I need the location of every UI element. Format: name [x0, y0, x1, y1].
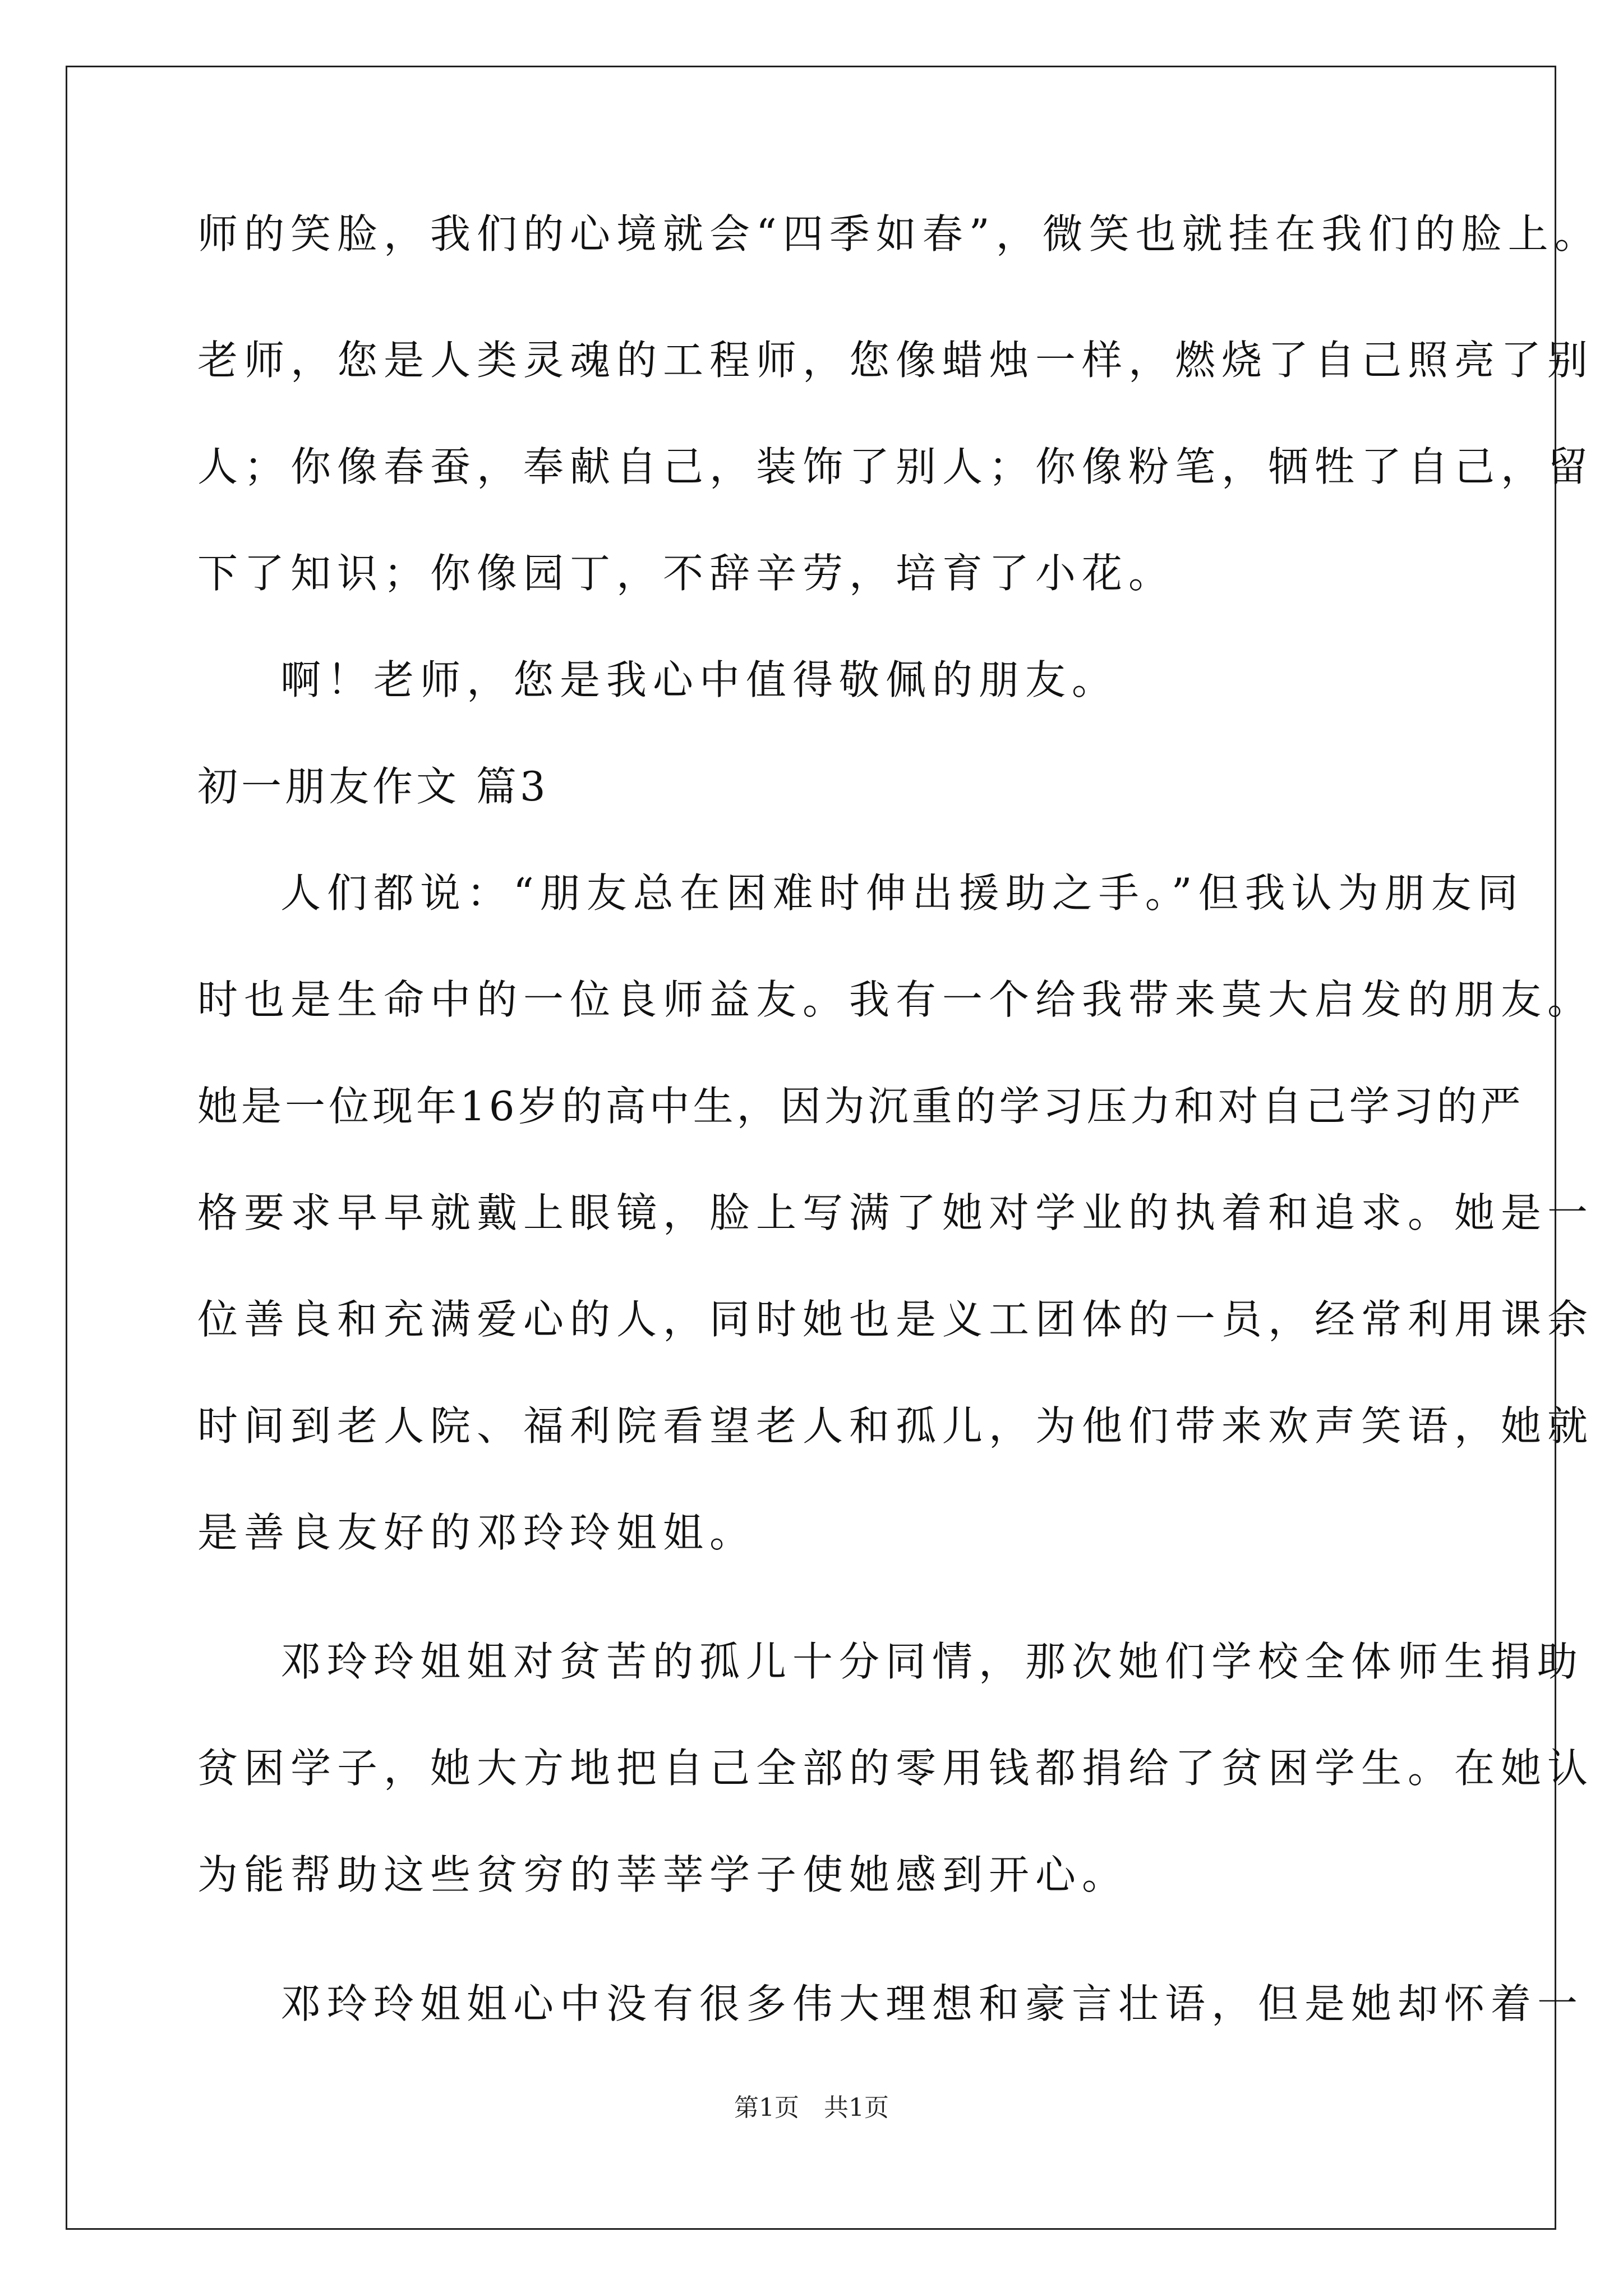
- text-line: 师的笑脸，我们的心境就会“四季如春”，微笑也就挂在我们的脸上。: [197, 210, 1601, 257]
- page-footer: 第1页 共1页: [734, 2093, 889, 2122]
- text-line: 她是一位现年16岁的高中生，因为沉重的学习压力和对自己学习的严: [197, 1083, 1524, 1130]
- page-border: [66, 66, 1556, 2230]
- text-line: 格要求早早就戴上眼镜，脸上写满了她对学业的执着和追求。她是一: [197, 1189, 1594, 1236]
- text-line: 邓玲玲姐姐对贫苦的孤儿十分同情，那次她们学校全体师生捐助: [280, 1638, 1584, 1685]
- text-line: 下了知识；你像园丁，不辞辛劳，培育了小花。: [197, 550, 1175, 597]
- text-line: 人们都说：“朋友总在困难时伸出援助之手。”但我认为朋友同: [280, 869, 1524, 917]
- text-line: 人；你像春蚕，奉献自己，装饰了别人；你像粉笔，牺牲了自己，留: [197, 443, 1594, 490]
- text-line: 时也是生命中的一位良师益友。我有一个给我带来莫大启发的朋友。: [197, 976, 1594, 1023]
- text-line: 贫困学子，她大方地把自己全部的零用钱都捐给了贫困学生。在她认: [197, 1745, 1594, 1792]
- text-line: 邓玲玲姐姐心中没有很多伟大理想和豪言壮语，但是她却怀着一: [280, 1980, 1584, 2027]
- text-line: 位善良和充满爱心的人，同时她也是义工团体的一员，经常利用课余: [197, 1296, 1594, 1343]
- text-line: 是善良友好的邓玲玲姐姐。: [197, 1509, 757, 1556]
- text-line: 时间到老人院、福利院看望老人和孤儿，为他们带来欢声笑语，她就: [197, 1402, 1594, 1450]
- text-line: 啊！老师，您是我心中值得敬佩的朋友。: [280, 656, 1119, 703]
- section-heading: 初一朋友作文 篇3: [197, 763, 549, 810]
- text-line: 老师，您是人类灵魂的工程师，您像蜡烛一样，燃烧了自己照亮了别: [197, 337, 1594, 384]
- text-line: 为能帮助这些贫穷的莘莘学子使她感到开心。: [197, 1851, 1129, 1898]
